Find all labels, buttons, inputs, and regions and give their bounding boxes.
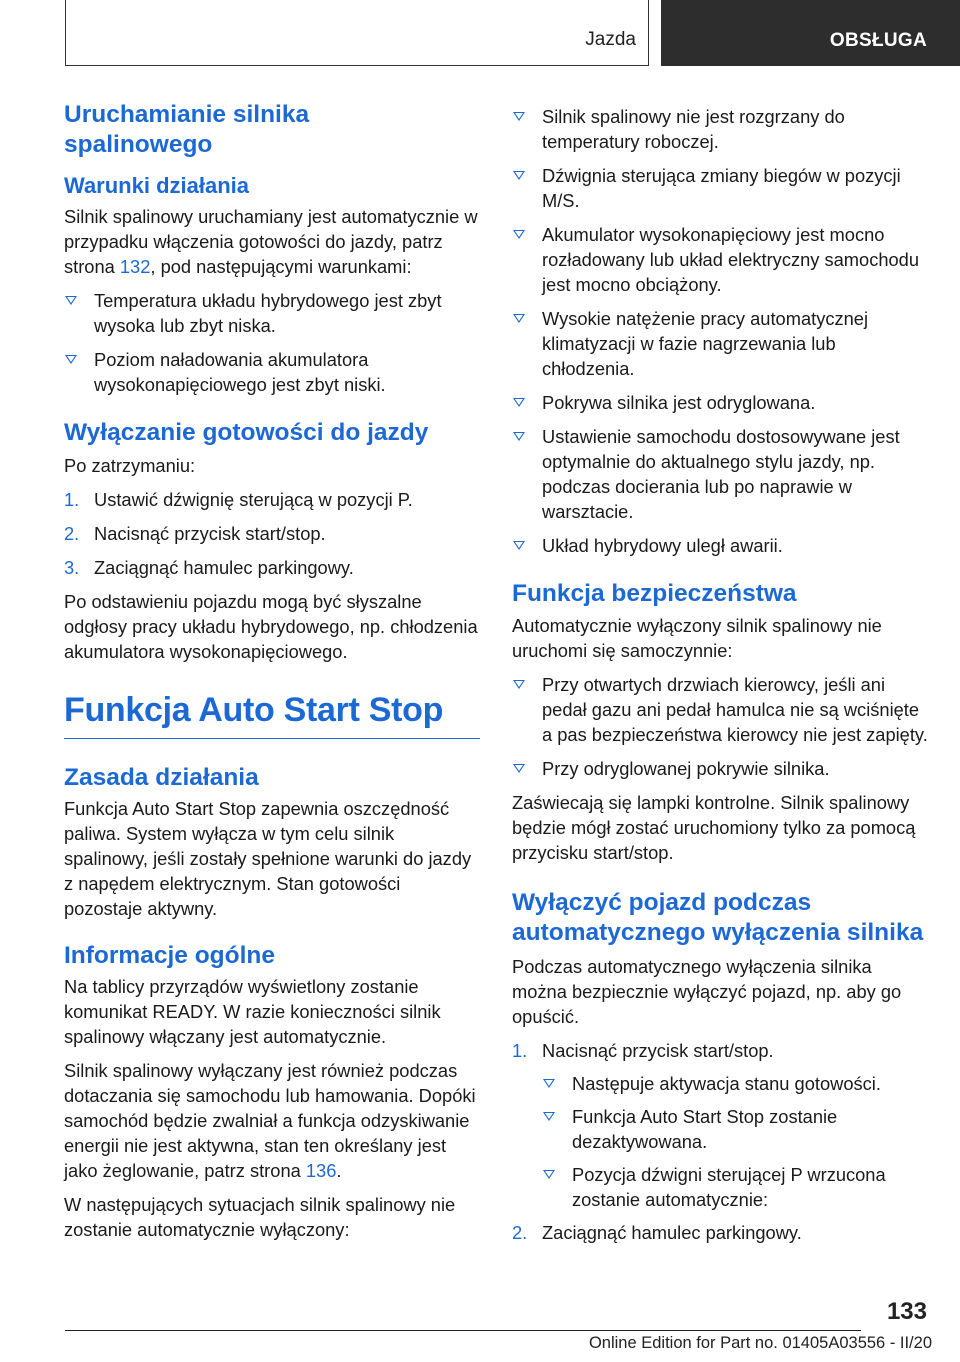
situations-list bbox=[512, 104, 930, 558]
chapter-box bbox=[65, 0, 649, 66]
paragraph-noise: Po odstawieniu pojazdu mogą być słyszalne odgłosy pracy układu hybrydowego, np. chłodzenia akumulatora wysokonapięciowego. bbox=[64, 591, 478, 662]
left-column bbox=[64, 100, 480, 1242]
page-link-132[interactable]: 132 bbox=[119, 256, 151, 277]
bullet-triangle-icon bbox=[543, 1112, 555, 1121]
bullet-triangle-icon bbox=[513, 314, 525, 323]
page-link-136[interactable]: 136 bbox=[305, 1160, 337, 1181]
list-item: Temperatura układu hybrydowego jest zbyt wysoka lub zbyt niska. bbox=[64, 288, 480, 338]
bullet-triangle-icon bbox=[513, 398, 525, 407]
paragraph-safety: Automatycznie wyłączony silnik spalinowy nie uruchomi się samoczynnie: bbox=[512, 615, 882, 661]
bullet-triangle-icon bbox=[513, 230, 525, 239]
paragraph-conditions: Silnik spalinowy uruchamiany jest automatycznie w przypadku włączenia gotowości do jazdy, patrz strona 132, pod następującymi warunkami: bbox=[64, 206, 478, 277]
list-item: Pozycja dźwigni sterującej P wrzucona zostanie automatycznie: bbox=[542, 1162, 930, 1212]
step-item: 1. Ustawić dźwignię sterującą w pozycji P. bbox=[64, 489, 413, 510]
sub-list bbox=[542, 1071, 930, 1212]
paragraph-lamps: Zaświecają się lampki kontrolne. Silnik spalinowy będzie mógł zostać uruchomiony tylko za pomocą przycisku start/stop. bbox=[512, 792, 916, 863]
section-tab bbox=[661, 0, 960, 66]
safety-list bbox=[512, 672, 930, 781]
list-item: Silnik spalinowy nie jest rozgrzany do temperatury roboczej. bbox=[512, 104, 930, 154]
heading-auto-start-stop: Funkcja Auto Start Stop bbox=[64, 688, 480, 739]
list-item: Pokrywa silnika jest odryglowana. bbox=[512, 390, 930, 415]
bullet-triangle-icon bbox=[513, 112, 525, 121]
step-item: 2. Zaciągnąć hamulec parkingowy. bbox=[512, 1222, 802, 1243]
heading-engine-start: Uruchamianie silnika spalinowego bbox=[64, 101, 310, 158]
step-item: 1. Nacisnąć przycisk start/stop. Następuje aktywacja stanu gotowości. Funkcja Auto Start Stop zostanie dezaktywowana. Pozycja dźwigni sterującej P wrzucona zostanie automatycznie: bbox=[512, 1038, 930, 1212]
step-item: 3. Zaciągnąć hamulec parkingowy. bbox=[64, 557, 354, 578]
list-item: Następuje aktywacja stanu gotowości. bbox=[542, 1071, 930, 1096]
heading-switch-off-vehicle: Wyłączyć pojazd podczas automatycznego wyłączenia silnika bbox=[512, 889, 924, 946]
paragraph-principle: Funkcja Auto Start Stop zapewnia oszczędność paliwa. System wyłącza w tym celu silnik spalinowy, jeśli zostały spełnione warunki do jazdy z napędem elektrycznym. Stan gotowości pozostaje aktywny. bbox=[64, 798, 472, 919]
right-column bbox=[512, 100, 930, 1245]
paragraph-general-1: Na tablicy przyrządów wyświetlony zostanie komunikat READY. W razie konieczności silnik spalinowy włączany jest automatycznie. bbox=[64, 976, 441, 1047]
conditions-list bbox=[64, 288, 480, 397]
edition-note: Online Edition for Part no. 01405A03556 - II/20 bbox=[588, 1334, 932, 1352]
footer-divider bbox=[65, 1330, 861, 1331]
vehicle-off-steps bbox=[512, 1038, 930, 1245]
chapter-title: Jazda bbox=[585, 29, 636, 50]
switch-off-steps bbox=[64, 487, 480, 580]
heading-conditions: Warunki działania bbox=[64, 173, 250, 198]
page-number: 133 bbox=[886, 1298, 927, 1325]
list-item: Poziom naładowania akumulatora wysokonapięciowego jest zbyt niski. bbox=[64, 347, 480, 397]
bullet-triangle-icon bbox=[65, 296, 77, 305]
list-item: Wysokie natężenie pracy automatycznej klimatyzacji w fazie nagrzewania lub chłodzenia. bbox=[512, 306, 930, 381]
bullet-triangle-icon bbox=[513, 171, 525, 180]
paragraph-after-stop: Po zatrzymaniu: bbox=[64, 455, 196, 476]
bullet-triangle-icon bbox=[65, 355, 77, 364]
list-item: Akumulator wysokonapięciowy jest mocno rozładowany lub układ elektryczny samochodu jest mocno obciążony. bbox=[512, 222, 930, 297]
list-item: Układ hybrydowy uległ awarii. bbox=[512, 533, 930, 558]
bullet-triangle-icon bbox=[513, 764, 525, 773]
bullet-triangle-icon bbox=[543, 1079, 555, 1088]
page-header bbox=[0, 0, 960, 66]
paragraph-switch-off-vehicle: Podczas automatycznego wyłączenia silnika można bezpiecznie wyłączyć pojazd, np. aby go opuścić. bbox=[512, 956, 902, 1027]
list-item: Dźwignia sterująca zmiany biegów w pozycji M/S. bbox=[512, 163, 930, 213]
heading-safety: Funkcja bezpieczeństwa bbox=[512, 580, 797, 607]
heading-switch-off-readiness: Wyłączanie gotowości do jazdy bbox=[64, 419, 429, 446]
paragraph-general-2: Silnik spalinowy wyłączany jest również podczas dotaczania się samochodu lub hamowania. Dopóki samochód będzie zwalniał a funkcja odzyskiwanie energii nie jest aktywna, stan ten określany jest jako żeglowanie, patrz strona 136. bbox=[64, 1060, 476, 1181]
heading-general: Informacje ogólne bbox=[64, 942, 276, 969]
bullet-triangle-icon bbox=[513, 432, 525, 441]
bullet-triangle-icon bbox=[513, 541, 525, 550]
list-item: Przy otwartych drzwiach kierowcy, jeśli ani pedał gazu ani pedał hamulca nie są wciśnięte a pas bezpieczeństwa kierowcy nie jest zapięty. bbox=[512, 672, 930, 747]
heading-principle: Zasada działania bbox=[64, 764, 259, 791]
bullet-triangle-icon bbox=[513, 680, 525, 689]
section-title: OBSŁUGA bbox=[829, 30, 927, 51]
paragraph-general-3: W następujących sytuacjach silnik spalinowy nie zostanie automatycznie wyłączony: bbox=[64, 1194, 456, 1240]
list-item: Funkcja Auto Start Stop zostanie dezaktywowana. bbox=[542, 1104, 930, 1154]
bullet-triangle-icon bbox=[543, 1170, 555, 1179]
list-item: Przy odryglowanej pokrywie silnika. bbox=[512, 756, 930, 781]
list-item: Ustawienie samochodu dostosowywane jest optymalnie do aktualnego stylu jazdy, np. podczas docierania lub po naprawie w warsztacie. bbox=[512, 424, 930, 524]
step-item: 2. Nacisnąć przycisk start/stop. bbox=[64, 523, 326, 544]
